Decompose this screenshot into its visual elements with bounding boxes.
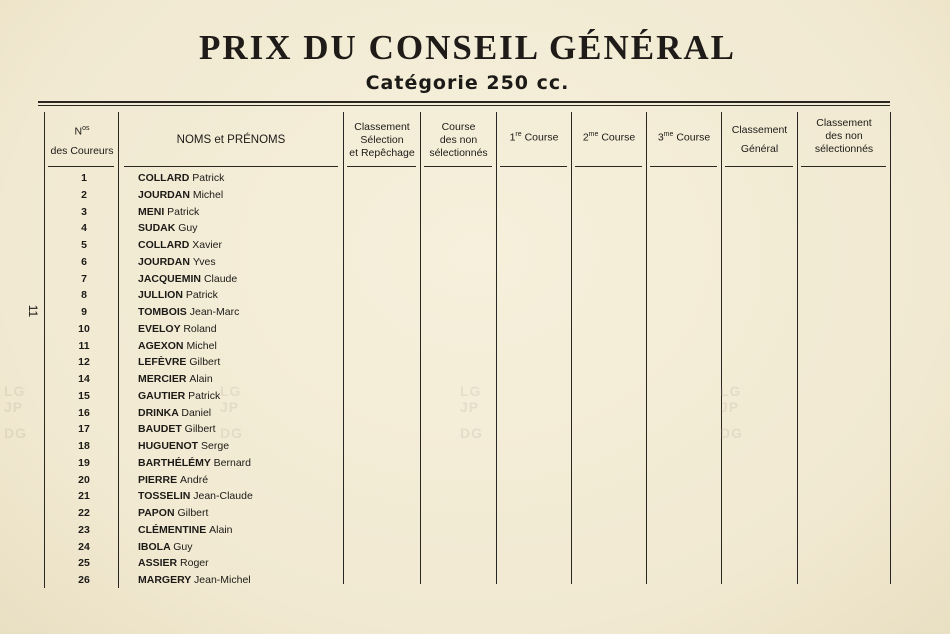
rider-name xyxy=(138,273,237,285)
rider-first-name: Michel xyxy=(186,339,217,352)
rider-last-name: MERCIER xyxy=(138,373,187,385)
rider-name xyxy=(138,323,217,335)
rider-first-name: Michel xyxy=(192,188,224,201)
header-underline xyxy=(650,166,717,167)
rider-name xyxy=(138,423,216,435)
rider-last-name: CLÉMENTINE xyxy=(138,523,207,536)
rider-number: 21 xyxy=(78,490,90,503)
rider-first-name: Patrick xyxy=(167,205,200,218)
rider-first-name: Alain xyxy=(189,373,213,385)
column-divider xyxy=(343,112,344,584)
rider-first-name: Bernard xyxy=(213,456,252,469)
header-race-3: $3^{me}$ Course xyxy=(657,130,711,144)
rider-name xyxy=(138,189,223,201)
rider-last-name: COLLARD xyxy=(138,239,190,251)
rider-number: 3 xyxy=(81,205,87,218)
rider-name xyxy=(138,407,211,419)
rider-number: 20 xyxy=(78,473,90,486)
watermark: LG JP DG xyxy=(220,383,243,441)
rider-last-name: PAPON xyxy=(138,507,175,519)
column-divider xyxy=(118,112,119,588)
rider-name xyxy=(138,222,198,234)
rider-first-name: Claude xyxy=(203,272,238,285)
rider-last-name: GAUTIER xyxy=(138,389,186,402)
rider-first-name: Jean-Michel xyxy=(194,574,251,586)
rider-number: 16 xyxy=(78,406,90,419)
rider-last-name: EVELOY xyxy=(138,322,181,335)
header-selection: Classement Sélection et Repêchage xyxy=(349,120,415,159)
rider-name xyxy=(138,306,239,318)
rider-name xyxy=(138,373,213,385)
column-divider xyxy=(646,112,647,584)
rider-name xyxy=(138,206,199,218)
rider-number: 25 xyxy=(78,557,90,570)
header-underline xyxy=(424,166,492,167)
rider-last-name: SUDAK xyxy=(138,222,176,235)
rider-name xyxy=(138,574,251,586)
rider-last-name: JACQUEMIN xyxy=(138,272,202,285)
header-underline xyxy=(124,166,338,167)
header-underline xyxy=(801,166,886,167)
rider-number: 11 xyxy=(78,339,90,352)
rider-last-name: JOURDAN xyxy=(138,188,190,201)
page-number: 11 xyxy=(26,304,41,318)
rider-last-name: MENI xyxy=(138,205,165,218)
rider-number: 7 xyxy=(81,272,87,285)
column-divider xyxy=(496,112,497,584)
rider-number: 10 xyxy=(78,322,90,335)
rider-first-name: Gilbert xyxy=(189,356,221,369)
header-race-2: $2^{me}$ Course xyxy=(582,130,636,144)
rider-first-name: Jean-Claude xyxy=(193,490,253,503)
rider-number: 6 xyxy=(81,255,87,268)
rider-number: 26 xyxy=(78,574,90,586)
rider-number: 14 xyxy=(78,373,90,385)
header-underline xyxy=(500,166,567,167)
rider-name xyxy=(138,541,192,553)
header-names: NOMS et PRÉNOMS xyxy=(176,133,286,146)
rider-name xyxy=(138,490,253,502)
rider-last-name: COLLARD xyxy=(138,172,190,184)
rider-number: 22 xyxy=(78,507,90,519)
watermark: LG JP DG xyxy=(460,383,483,441)
rider-last-name: HUGUENOT xyxy=(138,440,199,452)
rider-number: 19 xyxy=(78,456,90,469)
column-divider xyxy=(797,112,798,584)
rider-first-name: Roland xyxy=(183,322,217,335)
rider-first-name: Daniel xyxy=(181,406,212,419)
rider-name xyxy=(138,172,224,184)
watermark: LG JP DG xyxy=(720,383,743,441)
page-title: PRIX DU CONSEIL GÉNÉRAL xyxy=(198,28,737,67)
rider-number: 24 xyxy=(78,540,90,553)
rider-first-name: Guy xyxy=(173,540,193,553)
rider-number: 12 xyxy=(78,356,90,369)
rider-name xyxy=(138,474,208,486)
rider-last-name: JULLION xyxy=(138,289,183,302)
header-general: Classement Général xyxy=(731,124,788,155)
rider-first-name: Xavier xyxy=(192,239,223,251)
rider-first-name: Patrick xyxy=(188,389,221,402)
rider-first-name: Gilbert xyxy=(177,507,209,519)
header-race-1: 1re Course xyxy=(509,130,559,144)
column-divider xyxy=(44,112,45,588)
rider-first-name: Gilbert xyxy=(184,423,216,436)
rider-name xyxy=(138,239,222,251)
header-nonselected-race: Course des non sélectionnés xyxy=(429,120,488,159)
rider-number: 17 xyxy=(78,423,90,436)
rider-name xyxy=(138,289,218,301)
rider-last-name: BAUDET xyxy=(138,423,182,436)
rider-number: 8 xyxy=(81,289,87,302)
rider-first-name: Patrick xyxy=(192,172,225,184)
rider-number: 4 xyxy=(81,222,87,235)
rider-last-name: LEFÈVRE xyxy=(138,356,187,369)
rider-name xyxy=(138,557,209,569)
rider-first-name: Yves xyxy=(192,255,216,268)
rider-name xyxy=(138,390,220,402)
header-underline xyxy=(48,166,114,167)
rider-last-name: IBOLA xyxy=(138,540,171,553)
rider-first-name: André xyxy=(180,473,209,486)
table-top-rule xyxy=(38,101,890,103)
rider-last-name: ASSIER xyxy=(138,557,178,570)
header-rider-number: $N^{os}$ des Coureurs xyxy=(50,125,114,157)
rider-last-name: PIERRE xyxy=(138,473,178,486)
rider-last-name: AGEXON xyxy=(138,339,184,352)
category-subtitle: Catégorie 250 cc. xyxy=(365,72,570,94)
rider-name xyxy=(138,457,251,469)
watermark: LG JP DG xyxy=(4,383,27,441)
header-underline xyxy=(725,166,793,167)
rider-number: 9 xyxy=(81,306,87,318)
rider-number: 15 xyxy=(78,389,90,402)
rider-last-name: JOURDAN xyxy=(138,255,190,268)
column-divider xyxy=(571,112,572,584)
header-underline xyxy=(575,166,642,167)
rider-first-name: Guy xyxy=(178,222,198,235)
rider-name xyxy=(138,524,233,536)
rider-name xyxy=(138,356,220,368)
column-divider xyxy=(890,112,891,584)
rider-number: 5 xyxy=(81,239,87,251)
rider-last-name: TOSSELIN xyxy=(138,490,191,503)
rider-name xyxy=(138,507,208,519)
rider-first-name: Serge xyxy=(201,440,230,452)
table-top-rule-thin xyxy=(38,105,890,106)
rider-first-name: Jean-Marc xyxy=(189,306,240,318)
rider-first-name: Patrick xyxy=(185,289,218,302)
header-nonselected-ranking: Classement des non sélectionnés xyxy=(814,116,874,155)
rider-name xyxy=(138,340,217,352)
rider-name xyxy=(138,256,216,268)
rider-last-name: DRINKA xyxy=(138,406,179,419)
rider-first-name: Alain xyxy=(209,523,233,536)
rider-number: 18 xyxy=(78,440,90,452)
header-underline xyxy=(347,166,416,167)
rider-last-name: BARTHÉLÉMY xyxy=(138,456,211,469)
rider-number: 1 xyxy=(81,172,87,184)
rider-first-name: Roger xyxy=(180,557,209,570)
rider-number: 2 xyxy=(81,188,87,201)
column-divider xyxy=(721,112,722,584)
rider-number: 23 xyxy=(78,523,90,536)
rider-last-name: TOMBOIS xyxy=(138,306,187,318)
rider-last-name: MARGERY xyxy=(138,574,192,586)
column-divider xyxy=(420,112,421,584)
rider-name xyxy=(138,440,229,452)
